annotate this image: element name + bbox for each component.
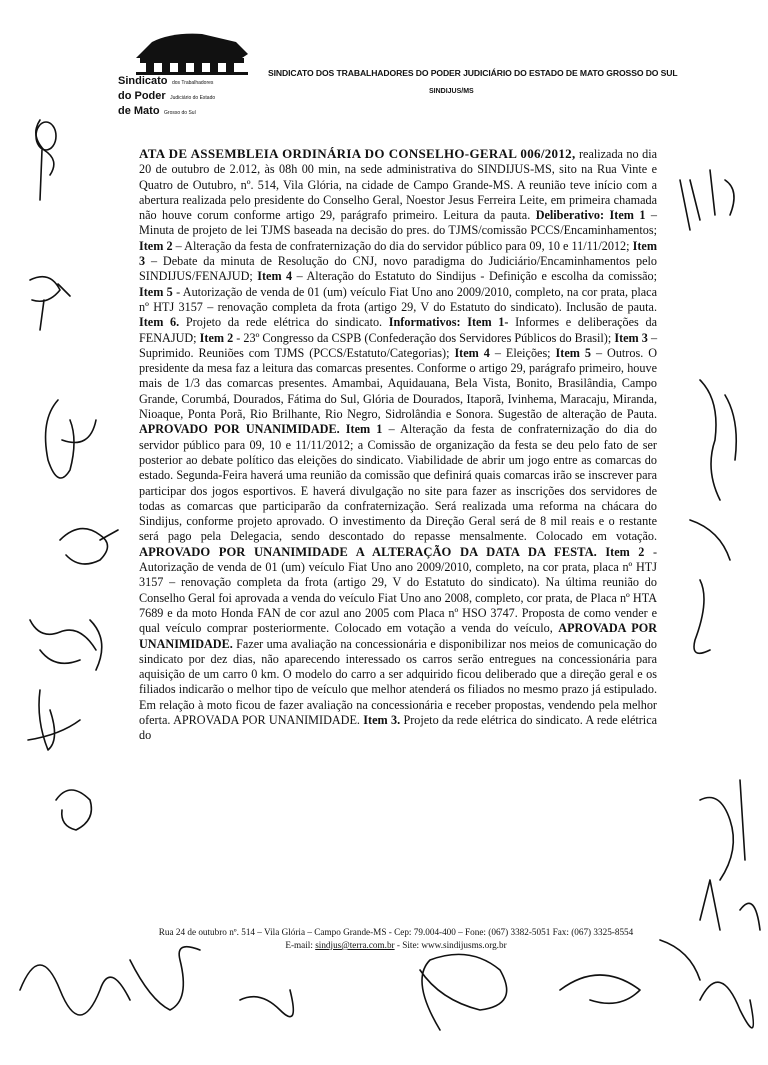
signature-left-7 <box>56 790 91 830</box>
item4-label: Item 4 <box>257 269 293 284</box>
item2-label: Item 2 <box>139 238 173 253</box>
item5-text: - Autorização de venda de 01 (um) veículo Fiat Uno ano 2009/2010, completo, na cor prata, placa nº HTJ 3157 – renovação completa da frota (artigo 29, V do Estatuto do sindicato). Inclusão de pauta. <box>139 284 657 314</box>
signature-bottom-4 <box>420 954 507 1030</box>
signature-left-2 <box>30 277 70 330</box>
signature-left-3 <box>46 400 96 478</box>
inf4-label: Item 4 <box>454 345 490 360</box>
sindicato-logo <box>118 28 268 118</box>
signature-right-4 <box>700 780 745 880</box>
site-label: - Site: <box>396 940 420 950</box>
a-item1-label: Item 1 <box>345 422 383 437</box>
signature-right-3 <box>690 520 730 653</box>
inf2-label: Item 2 <box>199 330 234 345</box>
signature-bottom-2 <box>130 947 200 1010</box>
item5-label: Item 5 <box>139 284 173 299</box>
a-item3-text: Projeto da rede elétrica do sindicato. A rede elétrica do <box>139 712 658 743</box>
signature-bottom-3 <box>240 990 293 1017</box>
item2-text: – Alteração da festa de confraternização do dia do servidor público para 09, 10 e 11/11/2012; <box>175 238 630 253</box>
a-item2-text: - Autorização de venda de 01 (um) veículo Fiat Uno ano 2009/2010, completo, na cor prata, placa nº HTJ 3157 – renovação completa da frota (artigo 29, V do Estatuto do sindicato). Na última reunião do Conselho Geral foi aprovada a venda do veículo Fiat Uno ano 2008, completo, cor prata, de Placa nº HTA 7689 e da moto Honda FAN de cor azul ano 2005 com Placa nº HSO 3747. Proposta de como vender e qual veículo comprar posteriormente. Colocado em votação a venda do veículo, <box>139 544 657 636</box>
approval-1: APROVADO POR UNANIMIDADE. <box>139 422 340 437</box>
email-label: E-mail: <box>285 940 313 950</box>
intro-text: realizada no dia 20 de outubro de 2.012, às 08h 00 min, na sede administrativa do SINDIJUS-MS, sito na Rua Vinte e Quatro de Outubro, nº. 514, Vila Glória, na cidade de Campo Grande-MS. A reunião teve início com a abertura realizada pelo presidente do Conselho Geral, Noestor Jesus Ferreira Leite, em primeira chamada não houve corum conforme artigo 29, parágrafo primeiro. Leitura da pauta. <box>139 147 657 223</box>
logo-wordmark: Sindicato dos Trabalhadores do Poder Judiciário do Estado de Mato Grosso do Sul <box>118 75 216 117</box>
item3-label: Item 3 <box>139 238 657 269</box>
deliberativo-label: Deliberativo: <box>535 208 605 223</box>
approval-2: APROVADO POR UNANIMIDADE A ALTERAÇÃO DA DATA DA FESTA. <box>139 544 597 559</box>
signature-left-6 <box>28 690 80 750</box>
item6-label: Item 6. <box>139 315 180 330</box>
inf5-text: – Outros. O presidente da mesa faz a leitura das comarcas presentes. Conforme o artigo 29, parágrafo primeiro, houve mais de 1/3 das comarcas presentes. Amambai, Aquidauana, Bela Vista, Bonito, Brasilândia, Campo Grande, Corumbá, Dourados, Fátima do Sul, Glória de Dourados, Itaporã, Ivinhema, Maracaju, Miranda, Nioaque, Ponta Porã, Rio Brilhante, Rio Negro, Sidrolândia e Sonora. Sugestão de alteração de Pauta. <box>139 345 658 422</box>
item1-label: Item 1 <box>609 208 646 223</box>
item1-text: – Minuta de projeto de lei TJMS baseada na decisão do pres. do TJMS/comissão PCCS/Encaminhamentos; <box>139 208 657 238</box>
item3-text: – Debate da minuta de Resolução do CNJ, novo paradigma do Judiciário/Encaminhamentos pelo SINDIJUS/FENAJUD; <box>139 254 657 284</box>
a-item2-continued: Fazer uma avaliação na concessionária e disponibilizar nos meios de comunicação do sindicato por dez dias, não aparecendo interessado os carros serão entregues na concessionária para aquisição de um carro 0 km. O modelo do carro a ser adquirido ficou deliberado que a direção geral e os filiados indicarão o melhor tipo de veículo que melhor atenderá os filiados no mesmo prazo já estipulado. Em relação à moto ficou de fazer avaliação na concessionária e receber propostas, vendendo pela melhor oferta. APROVADA POR UNANIMIDADE. <box>139 636 657 727</box>
inf3-label: Item 3 <box>614 330 648 345</box>
signature-left-4 <box>60 529 118 564</box>
signature-left-5 <box>30 620 102 670</box>
signature-left-1 <box>36 120 56 200</box>
footer-contact <box>116 939 676 952</box>
signature-right-2 <box>700 380 736 500</box>
document-title: ATA DE ASSEMBLEIA ORDINÁRIA DO CONSELHO-GERAL 006/2012, <box>139 146 576 161</box>
inf5-label: Item 5 <box>555 345 591 360</box>
item4-text: – Alteração do Estatuto do Sindijus - Definição e escolha da comissão; <box>296 269 658 284</box>
header-subtitle: SINDIJUS/MS <box>429 88 474 95</box>
header-title: SINDICATO DOS TRABALHADORES DO PODER JUDICIÁRIO DO ESTADO DE MATO GROSSO DO SUL <box>268 68 678 78</box>
approval-3: APROVADA POR UNANIMIDADE. <box>139 621 658 651</box>
footer-address: Rua 24 de outubro nº. 514 – Vila Glória – Campo Grande-MS - Cep: 79.004-400 – Fone: (067) 3382-5051 Fax: (067) 3325-8554 <box>158 927 634 937</box>
site-link[interactable]: www.sindijusms.org.br <box>421 940 507 950</box>
minutes-body <box>139 146 657 744</box>
item6-text: Projeto da rede elétrica do sindicato. <box>185 315 383 330</box>
inf3-text: – Suprimido. Reuniões com TJMS (PCCS/Estatuto/Categorias); <box>139 330 658 360</box>
signature-right-5 <box>700 880 760 930</box>
signature-right-1 <box>680 170 734 230</box>
a-item1-text: – Alteração da festa de confraternização do dia do servidor público para 09, 10 e 11/11/2012; a Comissão de organização da festa se deu pelo fato de ser posterior ao debate político das eleições do sindicato. Viabilidade de abrir um jogo entre as comarcas do estado. Segunda-Feira haverá uma reunião da comissão que definirá quais comarcas irão se inscrever para participar dos jogos esportivos. E haverá divulgação no site para fazer as inscrições dos servidores de todas as comarcas que participarão da confraternização. Será realizada uma reforma na chácara do Sindijus, conforme projeto aprovado. O investimento da Direção Geral será de 8 mil reais e o restante será pago pela Delegacia, sendo descontado do repasse mensalmente. Colocado em votação. <box>139 422 658 544</box>
signature-bottom-1 <box>20 965 130 1015</box>
page-footer <box>116 926 676 952</box>
inf2-text: - 23º Congresso da CSPB (Confederação dos Servidores Públicos do Brasil); <box>236 330 612 345</box>
minutes-paragraph <box>139 146 657 744</box>
a-item2-label: Item 2 <box>605 544 645 559</box>
building-icon <box>132 28 252 76</box>
informativos-text: Informes e deliberações da FENAJUD; <box>139 315 657 345</box>
inf4-text: – Eleições; <box>494 345 551 360</box>
email-link[interactable]: sindjus@terra.com.br <box>315 940 395 950</box>
a-item3-label: Item 3. <box>363 712 401 727</box>
informativos-label: Informativos: Item 1- <box>388 315 509 330</box>
signature-bottom-6 <box>700 982 753 1028</box>
